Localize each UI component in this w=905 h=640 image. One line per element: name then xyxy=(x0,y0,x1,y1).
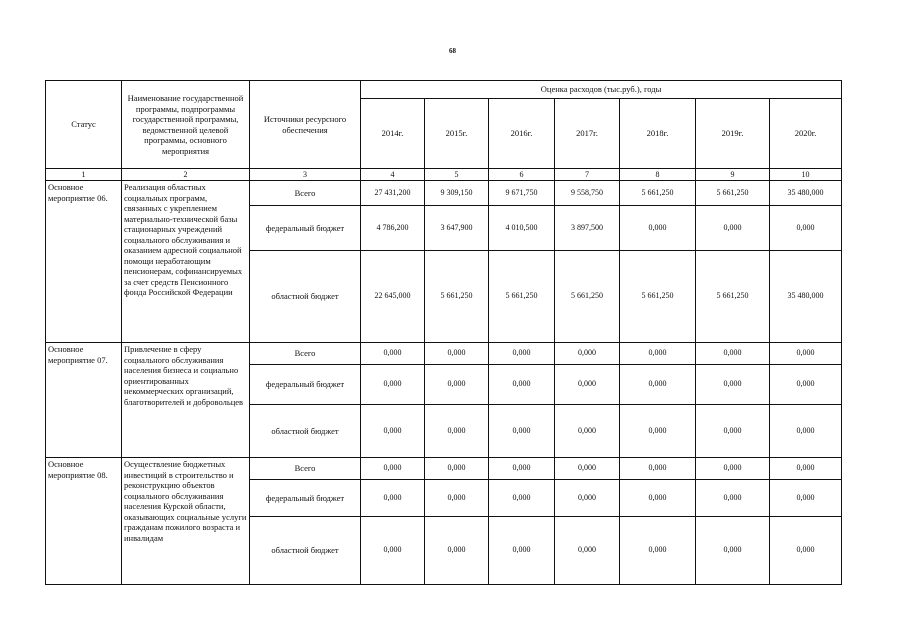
expense-value: 5 661,250 xyxy=(425,251,489,343)
column-number: 10 xyxy=(770,169,842,181)
column-number: 9 xyxy=(696,169,770,181)
expense-value: 5 661,250 xyxy=(489,251,555,343)
expense-value: 0,000 xyxy=(425,458,489,480)
expense-value: 0,000 xyxy=(489,365,555,405)
expense-value: 0,000 xyxy=(361,343,425,365)
measure-name: Привлечение в сферу социального обслуживания населения бизнеса и социально ориентированных некоммерческих организаций, благотворителей и добровольцев xyxy=(122,343,250,458)
measure-name: Реализация областных социальных программ, связанных с укреплением материально-технической базы стационарных учреждений социального обслуживания и оказанием адресной социальной помощи неработающим пенсионерам, софинансируемых за счет средств Пенсионного фонда Российской Федерации xyxy=(122,181,250,343)
column-number: 6 xyxy=(489,169,555,181)
expense-value: 5 661,250 xyxy=(620,181,696,206)
expense-value: 0,000 xyxy=(620,480,696,517)
funding-source: федеральный бюджет xyxy=(250,206,361,251)
expense-value: 5 661,250 xyxy=(555,251,620,343)
funding-source: областной бюджет xyxy=(250,405,361,458)
expense-value: 0,000 xyxy=(770,365,842,405)
expense-value: 27 431,200 xyxy=(361,181,425,206)
expense-value: 0,000 xyxy=(620,517,696,585)
table-row xyxy=(46,343,842,365)
expense-value: 0,000 xyxy=(620,343,696,365)
expense-value: 0,000 xyxy=(770,480,842,517)
measure-name: Осуществление бюджетных инвестиций в строительство и реконструкцию объектов социального обслуживания населения Курской области, оказывающих социальные услуги гражданам пожилого возраста и инвалидам xyxy=(122,458,250,585)
expense-value: 0,000 xyxy=(361,517,425,585)
expense-value: 0,000 xyxy=(696,343,770,365)
expense-value: 0,000 xyxy=(489,480,555,517)
expense-value: 0,000 xyxy=(555,343,620,365)
expense-value: 0,000 xyxy=(620,405,696,458)
header-year: 2014г. xyxy=(361,99,425,169)
table-body xyxy=(46,181,842,585)
expense-value: 0,000 xyxy=(696,480,770,517)
header-status: Статус xyxy=(46,81,122,169)
expense-value: 0,000 xyxy=(425,517,489,585)
column-number: 8 xyxy=(620,169,696,181)
header-sources: Источники ресурсного обеспечения xyxy=(250,81,361,169)
expense-value: 0,000 xyxy=(770,343,842,365)
page-number: 68 xyxy=(449,47,456,55)
funding-source: областной бюджет xyxy=(250,517,361,585)
column-number: 5 xyxy=(425,169,489,181)
expense-value: 0,000 xyxy=(555,517,620,585)
column-number: 2 xyxy=(122,169,250,181)
expense-value: 0,000 xyxy=(555,458,620,480)
column-number-row xyxy=(46,169,842,181)
header-year: 2017г. xyxy=(555,99,620,169)
header-estimate: Оценка расходов (тыс.руб.), годы xyxy=(361,81,842,99)
expense-value: 0,000 xyxy=(696,405,770,458)
column-number: 4 xyxy=(361,169,425,181)
expense-value: 0,000 xyxy=(770,206,842,251)
measure-status: Основное мероприятие 08. xyxy=(46,458,122,585)
expense-value: 4 010,500 xyxy=(489,206,555,251)
table-row xyxy=(46,458,842,480)
funding-source: федеральный бюджет xyxy=(250,365,361,405)
expense-value: 5 661,250 xyxy=(696,181,770,206)
expense-value: 0,000 xyxy=(361,480,425,517)
expense-value: 0,000 xyxy=(489,405,555,458)
expense-value: 0,000 xyxy=(361,405,425,458)
expense-value: 0,000 xyxy=(620,458,696,480)
header-year: 2016г. xyxy=(489,99,555,169)
expense-value: 0,000 xyxy=(489,458,555,480)
header-name: Наименование государственной программы, подпрограммы государственной программы, ведомственной целевой программы, основного мероприятия xyxy=(122,81,250,169)
funding-source: областной бюджет xyxy=(250,251,361,343)
expense-value: 4 786,200 xyxy=(361,206,425,251)
expense-value: 0,000 xyxy=(620,365,696,405)
expense-value: 9 671,750 xyxy=(489,181,555,206)
expense-value: 0,000 xyxy=(425,405,489,458)
expense-value: 0,000 xyxy=(361,365,425,405)
column-number: 1 xyxy=(46,169,122,181)
column-number: 7 xyxy=(555,169,620,181)
expense-value: 0,000 xyxy=(620,206,696,251)
expense-value: 3 897,500 xyxy=(555,206,620,251)
measure-status: Основное мероприятие 06. xyxy=(46,181,122,343)
expense-value: 35 480,000 xyxy=(770,251,842,343)
header-year: 2015г. xyxy=(425,99,489,169)
expense-value: 0,000 xyxy=(770,517,842,585)
expense-value: 0,000 xyxy=(489,517,555,585)
expense-value: 3 647,900 xyxy=(425,206,489,251)
funding-source: Всего xyxy=(250,343,361,365)
header-year: 2019г. xyxy=(696,99,770,169)
expense-value: 0,000 xyxy=(555,365,620,405)
expense-value: 0,000 xyxy=(696,206,770,251)
expense-value: 5 661,250 xyxy=(620,251,696,343)
column-number: 3 xyxy=(250,169,361,181)
expense-value: 0,000 xyxy=(696,458,770,480)
funding-source: федеральный бюджет xyxy=(250,480,361,517)
expense-value: 0,000 xyxy=(489,343,555,365)
expense-value: 9 309,150 xyxy=(425,181,489,206)
expense-value: 22 645,000 xyxy=(361,251,425,343)
expense-value: 9 558,750 xyxy=(555,181,620,206)
expense-value: 0,000 xyxy=(696,517,770,585)
expense-value: 0,000 xyxy=(425,343,489,365)
expense-value: 0,000 xyxy=(425,480,489,517)
funding-source: Всего xyxy=(250,181,361,206)
funding-source: Всего xyxy=(250,458,361,480)
header-year: 2020г. xyxy=(770,99,842,169)
expense-value: 0,000 xyxy=(770,458,842,480)
expense-value: 0,000 xyxy=(555,405,620,458)
header-year: 2018г. xyxy=(620,99,696,169)
expense-value: 5 661,250 xyxy=(696,251,770,343)
expense-value: 0,000 xyxy=(770,405,842,458)
expense-value: 0,000 xyxy=(555,480,620,517)
expense-value: 0,000 xyxy=(425,365,489,405)
budget-table xyxy=(45,80,842,585)
measure-status: Основное мероприятие 07. xyxy=(46,343,122,458)
expense-value: 0,000 xyxy=(696,365,770,405)
expense-value: 0,000 xyxy=(361,458,425,480)
expense-value: 35 480,000 xyxy=(770,181,842,206)
table-row xyxy=(46,181,842,206)
